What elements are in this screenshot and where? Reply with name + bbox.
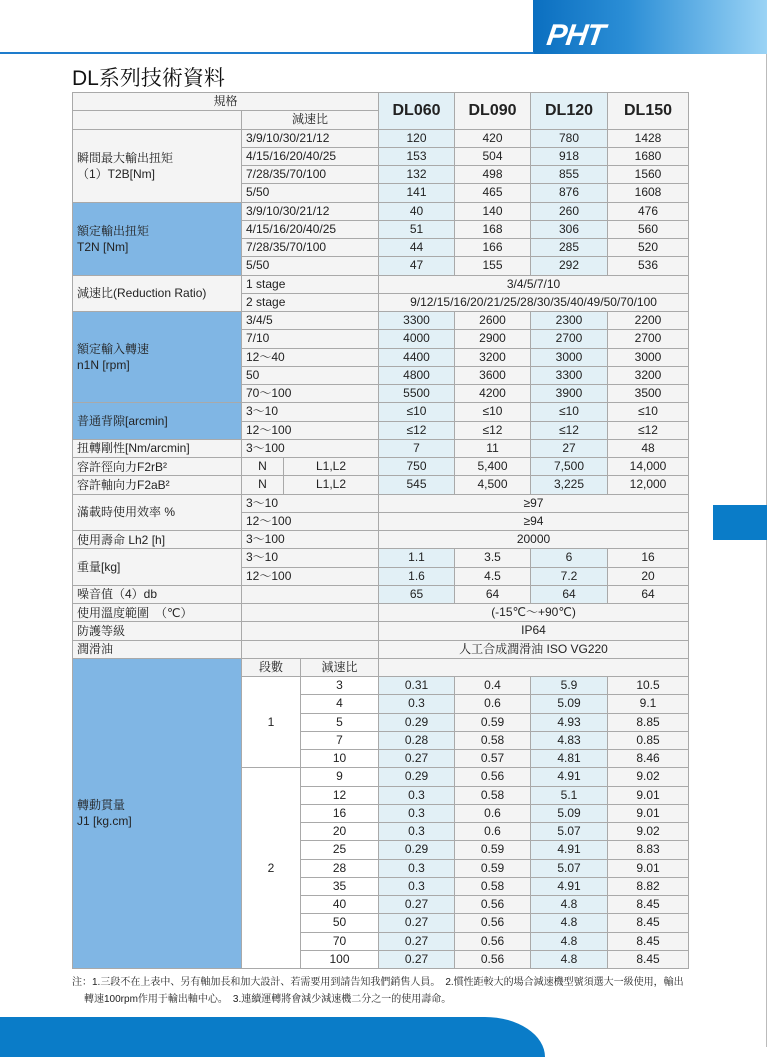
ratio-cell: 3～100 (242, 439, 379, 457)
row-label (73, 458, 242, 476)
value-cell: ≤12 (455, 421, 531, 439)
row-label-line: 潤滑油 (77, 642, 114, 657)
footnote-line: 轉速100rpm作用于輸出軸中心。 3.連續運轉將會減少減速機二分之一的使用壽命。 (84, 994, 452, 1005)
row-label-line: J1 [kg.cm] (77, 814, 132, 829)
blank-cell (73, 111, 242, 129)
footer-band (0, 1017, 545, 1057)
footnote-line: 注：1.三段不在上表中、另有軸加長和加大設計、若需要用到請告知我們銷售人員。 2.慣性距較大的場合減速機型號須選大一級使用，輸出 (72, 977, 684, 988)
value-cell: 7,500 (531, 458, 608, 476)
value-cell: 0.59 (455, 713, 531, 731)
value-cell: 9.01 (608, 859, 689, 877)
value-cell: 5.07 (531, 859, 608, 877)
value-cell: 0.6 (455, 695, 531, 713)
value-cell: 1428 (608, 129, 689, 147)
model-header: DL150 (608, 93, 689, 130)
value-cell: 0.3 (379, 804, 455, 822)
row-label-line: 扭轉剛性[Nm/arcmin] (77, 441, 190, 456)
value-cell: 44 (379, 239, 455, 257)
value-cell: 64 (455, 585, 531, 603)
ratio-cell: 25 (301, 841, 379, 859)
header-row (73, 93, 689, 111)
row-label-line: 額定輸入轉速 (77, 342, 150, 357)
value-cell: 0.29 (379, 713, 455, 731)
value-cell: 2600 (455, 312, 531, 330)
table-row (73, 494, 689, 512)
value-cell: 504 (455, 147, 531, 165)
value-cell: 8.45 (608, 932, 689, 950)
value-cell: 166 (455, 239, 531, 257)
table-row (73, 275, 689, 293)
value-cell: 1608 (608, 184, 689, 202)
ratio-cell: 3～10 (242, 494, 379, 512)
row-label-line: 噪音值（4）db (77, 587, 158, 602)
ratio-cell: 50 (301, 914, 379, 932)
value-cell: 4.81 (531, 750, 608, 768)
row-label-line: 重量[kg] (77, 560, 121, 574)
value-cell: 4.5 (455, 567, 531, 585)
value-cell: 750 (379, 458, 455, 476)
row-label (73, 549, 242, 586)
value-cell: 0.27 (379, 896, 455, 914)
ratio-header: 減速比 (301, 658, 379, 676)
value-cell: 5.9 (531, 677, 608, 695)
value-cell: 876 (531, 184, 608, 202)
value-cell: 0.56 (455, 914, 531, 932)
value-cell: 3000 (531, 348, 608, 366)
value-cell: 4.8 (531, 950, 608, 968)
table-row (73, 202, 689, 220)
value-cell: 536 (608, 257, 689, 275)
value-cell: 65 (379, 585, 455, 603)
value-cell: 1.6 (379, 567, 455, 585)
value-cell: 0.29 (379, 768, 455, 786)
page-title: DL系列技術資料 (72, 67, 225, 90)
row-label-line: 瞬間最大輸出扭矩 (77, 150, 174, 165)
ratio-cell: 4/15/16/20/40/25 (242, 147, 379, 165)
value-cell: 285 (531, 239, 608, 257)
value-cell: 141 (379, 184, 455, 202)
model-header: DL090 (455, 93, 531, 130)
table-row (73, 439, 689, 457)
table-row (73, 403, 689, 421)
ratio-cell: 40 (301, 896, 379, 914)
shared-value: IP64 (379, 622, 689, 640)
row-label (73, 658, 242, 968)
value-cell: ≤10 (379, 403, 455, 421)
value-cell: 7 (379, 439, 455, 457)
value-cell: 10.5 (608, 677, 689, 695)
value-cell: 8.85 (608, 713, 689, 731)
value-cell: 9.1 (608, 695, 689, 713)
value-cell: 4.93 (531, 713, 608, 731)
force-position: L1,L2 (284, 476, 379, 494)
value-cell: 0.58 (455, 786, 531, 804)
side-tab (713, 505, 767, 540)
ratio-cell: 50 (242, 366, 379, 384)
blank-cell (379, 658, 689, 676)
value-cell: 120 (379, 129, 455, 147)
value-cell: 11 (455, 439, 531, 457)
ratio-cell: 20 (301, 823, 379, 841)
spec-header: 規格 (73, 93, 379, 111)
ratio-cell: 5 (301, 713, 379, 731)
row-label (73, 312, 242, 403)
row-label-line: T2N [Nm] (77, 239, 129, 254)
row-label (73, 585, 242, 603)
value-cell: 545 (379, 476, 455, 494)
value-cell: 3600 (455, 366, 531, 384)
row-label (73, 622, 242, 640)
shared-value: ≥94 (379, 512, 689, 530)
ratio-cell: 3/9/10/30/21/12 (242, 129, 379, 147)
value-cell: 520 (608, 239, 689, 257)
ratio-cell (242, 585, 379, 603)
value-cell: 0.27 (379, 750, 455, 768)
value-cell: 918 (531, 147, 608, 165)
ratio-cell: 3/9/10/30/21/12 (242, 202, 379, 220)
table-row (73, 312, 689, 330)
value-cell: 4.8 (531, 914, 608, 932)
row-label (73, 129, 242, 202)
value-cell: 306 (531, 220, 608, 238)
row-label-line: 額定輸出扭矩 (77, 223, 150, 238)
ratio-cell: 9 (301, 768, 379, 786)
value-cell: 0.29 (379, 841, 455, 859)
model-header: DL060 (379, 93, 455, 130)
row-label-line: 滿載時使用效率 % (77, 505, 176, 520)
ratio-cell: 7 (301, 731, 379, 749)
ratio-cell: 70～100 (242, 385, 379, 403)
row-label (73, 439, 242, 457)
ratio-cell: 7/28/35/70/100 (242, 239, 379, 257)
value-cell: 3300 (531, 366, 608, 384)
value-cell: 40 (379, 202, 455, 220)
value-cell: 4.83 (531, 731, 608, 749)
value-cell: 2300 (531, 312, 608, 330)
header-rule (0, 52, 534, 54)
value-cell: 4.91 (531, 768, 608, 786)
value-cell: 8.83 (608, 841, 689, 859)
value-cell: 4400 (379, 348, 455, 366)
value-cell: 0.58 (455, 877, 531, 895)
value-cell: 5.07 (531, 823, 608, 841)
footnotes (72, 974, 702, 1008)
table-row (73, 585, 689, 603)
stage-cell: 1 (242, 677, 301, 768)
value-cell: 0.3 (379, 859, 455, 877)
value-cell: 560 (608, 220, 689, 238)
value-cell: 3,225 (531, 476, 608, 494)
value-cell: 1.1 (379, 549, 455, 567)
ratio-cell: 7/28/35/70/100 (242, 166, 379, 184)
value-cell: 3000 (608, 348, 689, 366)
value-cell: 0.57 (455, 750, 531, 768)
row-label-line: 使用壽命 Lh2 [h] (77, 532, 166, 547)
row-label (73, 476, 242, 494)
ratio-cell: 5/50 (242, 257, 379, 275)
shared-value: 人工合成潤滑油 ISO VG220 (379, 640, 689, 658)
value-cell: 9.01 (608, 804, 689, 822)
value-cell: 4,500 (455, 476, 531, 494)
row-label-line: （1）T2B[Nm] (77, 166, 156, 181)
value-cell: 498 (455, 166, 531, 184)
row-label (73, 640, 242, 658)
ratio-cell: 3 (301, 677, 379, 695)
force-unit: N (242, 476, 284, 494)
value-cell: 4.8 (531, 932, 608, 950)
value-cell: 140 (455, 202, 531, 220)
row-label (73, 604, 242, 622)
model-header: DL120 (531, 93, 608, 130)
shared-value: 9/12/15/16/20/21/25/28/30/35/40/49/50/70/100 (379, 293, 689, 311)
value-cell: 8.45 (608, 896, 689, 914)
value-cell: 0.56 (455, 896, 531, 914)
row-label-line: n1N [rpm] (77, 358, 130, 373)
row-label-line: 防護等級 (77, 623, 126, 638)
value-cell: 0.58 (455, 731, 531, 749)
row-label (73, 403, 242, 440)
ratio-cell: 3～10 (242, 403, 379, 421)
force-unit: N (242, 458, 284, 476)
value-cell: ≤10 (455, 403, 531, 421)
value-cell: 6 (531, 549, 608, 567)
value-cell: 4200 (455, 385, 531, 403)
value-cell: 4.8 (531, 896, 608, 914)
ratio-cell: 12～40 (242, 348, 379, 366)
value-cell: 20 (608, 567, 689, 585)
table-row (73, 458, 689, 476)
value-cell: 3900 (531, 385, 608, 403)
row-label (73, 202, 242, 275)
stage-cell: 2 (242, 768, 301, 969)
value-cell: 0.56 (455, 950, 531, 968)
ratio-cell: 7/10 (242, 330, 379, 348)
table-row (73, 604, 689, 622)
ratio-cell (242, 640, 379, 658)
ratio-cell: 3/4/5 (242, 312, 379, 330)
value-cell: 9.02 (608, 768, 689, 786)
row-label-line: 容許徑向力F2rB² (77, 459, 168, 474)
force-position: L1,L2 (284, 458, 379, 476)
value-cell: 14,000 (608, 458, 689, 476)
ratio-cell: 12～100 (242, 421, 379, 439)
pht-logo: PHT (544, 19, 607, 52)
ratio-cell: 70 (301, 932, 379, 950)
value-cell: ≤12 (379, 421, 455, 439)
value-cell: 8.82 (608, 877, 689, 895)
ratio-cell: 10 (301, 750, 379, 768)
ratio-cell: 12～100 (242, 512, 379, 530)
value-cell: 16 (608, 549, 689, 567)
table-row (73, 476, 689, 494)
value-cell: 0.6 (455, 823, 531, 841)
value-cell: 420 (455, 129, 531, 147)
row-label-line: 轉動貫量 (77, 798, 126, 813)
value-cell: 780 (531, 129, 608, 147)
value-cell: 0.59 (455, 841, 531, 859)
value-cell: 260 (531, 202, 608, 220)
table-row (73, 531, 689, 549)
ratio-header: 減速比 (242, 111, 379, 129)
row-label-line: 減速比(Reduction Ratio) (77, 286, 207, 301)
value-cell: 0.56 (455, 768, 531, 786)
table-row (73, 549, 689, 567)
value-cell: 8.45 (608, 950, 689, 968)
value-cell: 0.6 (455, 804, 531, 822)
value-cell: 3200 (455, 348, 531, 366)
value-cell: 4.91 (531, 877, 608, 895)
value-cell: 155 (455, 257, 531, 275)
table-row (73, 640, 689, 658)
value-cell: 2200 (608, 312, 689, 330)
stage-header: 段數 (242, 658, 301, 676)
ratio-cell: 12 (301, 786, 379, 804)
value-cell: 0.3 (379, 786, 455, 804)
value-cell: 9.02 (608, 823, 689, 841)
value-cell: 5,400 (455, 458, 531, 476)
header-banner (533, 0, 767, 54)
value-cell: ≤12 (531, 421, 608, 439)
row-label (73, 531, 242, 549)
ratio-cell (242, 604, 379, 622)
ratio-cell: 100 (301, 950, 379, 968)
value-cell: 168 (455, 220, 531, 238)
ratio-cell: 4 (301, 695, 379, 713)
value-cell: 4800 (379, 366, 455, 384)
value-cell: 12,000 (608, 476, 689, 494)
value-cell: 5.1 (531, 786, 608, 804)
value-cell: 132 (379, 166, 455, 184)
value-cell: 47 (379, 257, 455, 275)
value-cell: 8.46 (608, 750, 689, 768)
value-cell: 855 (531, 166, 608, 184)
value-cell: ≤10 (608, 403, 689, 421)
value-cell: 64 (531, 585, 608, 603)
value-cell: 5500 (379, 385, 455, 403)
ratio-cell: 35 (301, 877, 379, 895)
ratio-cell: 1 stage (242, 275, 379, 293)
ratio-cell (242, 622, 379, 640)
ratio-cell: 12～100 (242, 567, 379, 585)
shared-value: (-15℃～+90℃) (379, 604, 689, 622)
value-cell: 3300 (379, 312, 455, 330)
value-cell: 1560 (608, 166, 689, 184)
spec-table (72, 92, 689, 969)
value-cell: 5.09 (531, 804, 608, 822)
value-cell: 4.91 (531, 841, 608, 859)
value-cell: 0.27 (379, 932, 455, 950)
ratio-cell: 28 (301, 859, 379, 877)
table-row (73, 622, 689, 640)
row-label-line: 容許軸向力F2aB² (77, 477, 170, 492)
value-cell: 0.4 (455, 677, 531, 695)
value-cell: 48 (608, 439, 689, 457)
value-cell: 0.28 (379, 731, 455, 749)
ratio-cell: 4/15/16/20/40/25 (242, 220, 379, 238)
value-cell: 0.27 (379, 914, 455, 932)
value-cell: 0.3 (379, 823, 455, 841)
value-cell: ≤10 (531, 403, 608, 421)
ratio-cell: 5/50 (242, 184, 379, 202)
value-cell: 476 (608, 202, 689, 220)
inertia-header-row (73, 658, 689, 676)
row-label (73, 494, 242, 531)
value-cell: 465 (455, 184, 531, 202)
value-cell: 2700 (608, 330, 689, 348)
value-cell: 3500 (608, 385, 689, 403)
shared-value: 3/4/5/7/10 (379, 275, 689, 293)
value-cell: 0.59 (455, 859, 531, 877)
value-cell: 153 (379, 147, 455, 165)
value-cell: 0.56 (455, 932, 531, 950)
ratio-cell: 3～100 (242, 531, 379, 549)
ratio-cell: 2 stage (242, 293, 379, 311)
value-cell: 7.2 (531, 567, 608, 585)
value-cell: 0.3 (379, 877, 455, 895)
value-cell: 5.09 (531, 695, 608, 713)
value-cell: 2900 (455, 330, 531, 348)
row-label-line: 使用溫度範圍 （℃） (77, 605, 193, 620)
value-cell: 51 (379, 220, 455, 238)
row-label (73, 275, 242, 312)
shared-value: 20000 (379, 531, 689, 549)
value-cell: ≤12 (608, 421, 689, 439)
value-cell: 292 (531, 257, 608, 275)
value-cell: 3.5 (455, 549, 531, 567)
ratio-cell: 16 (301, 804, 379, 822)
value-cell: 0.27 (379, 950, 455, 968)
value-cell: 9.01 (608, 786, 689, 804)
value-cell: 64 (608, 585, 689, 603)
value-cell: 1680 (608, 147, 689, 165)
shared-value: ≥97 (379, 494, 689, 512)
table-row (73, 129, 689, 147)
value-cell: 27 (531, 439, 608, 457)
ratio-cell: 3～10 (242, 549, 379, 567)
row-label-line: 普通背隙[arcmin] (77, 414, 168, 428)
value-cell: 4000 (379, 330, 455, 348)
value-cell: 2700 (531, 330, 608, 348)
value-cell: 0.3 (379, 695, 455, 713)
value-cell: 3200 (608, 366, 689, 384)
value-cell: 8.45 (608, 914, 689, 932)
value-cell: 0.31 (379, 677, 455, 695)
value-cell: 0.85 (608, 731, 689, 749)
